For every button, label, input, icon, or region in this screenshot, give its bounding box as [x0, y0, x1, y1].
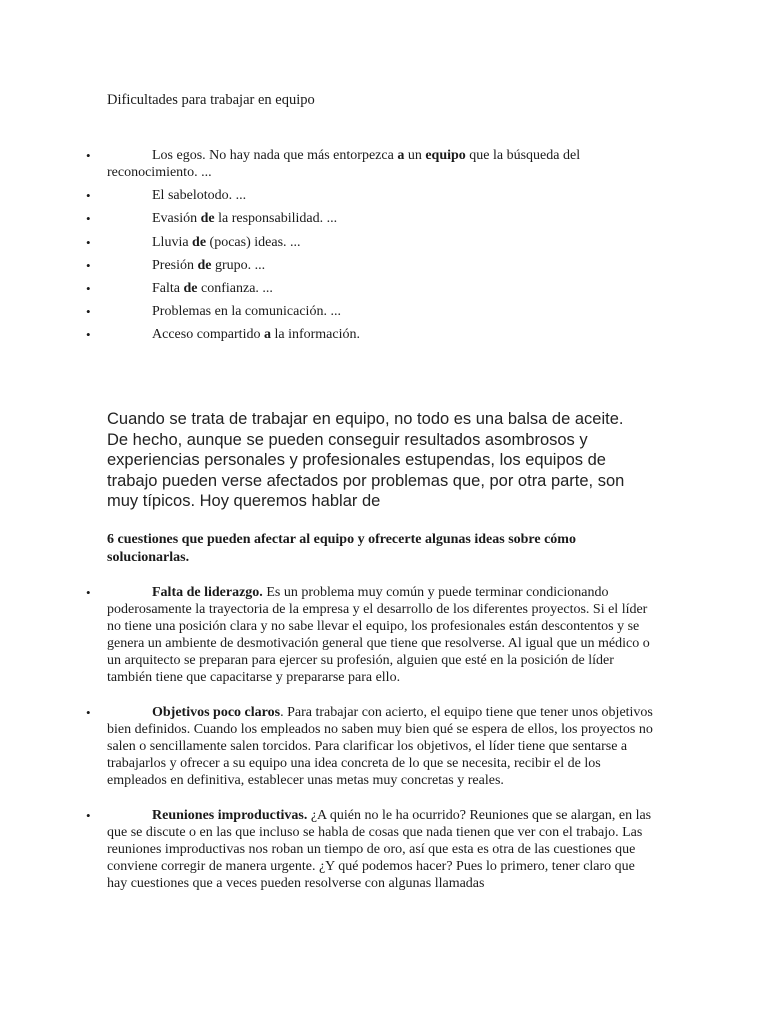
list-item-text: El sabelotodo. ...	[152, 188, 247, 204]
difficulties-list	[0, 147, 768, 350]
issue-text: Es un problema muy común y puede terminar condicionando poderosamente la trayectoria de la empresa y el desarrollo de los diferentes proyectos. Si el líder no tiene una posición clara y no sabe llevar el equipo, los profesionales están descontentos y se genera un ambiente de desmotivación general que tiene que resolverse. Al igual que un médico o un arquitecto se preparan para ejercer su profesión, alguien que esté en la posición de líder también tiene que capacitarse y prepararse para ello.	[107, 585, 650, 685]
list-item-text: la responsabilidad. ...	[214, 211, 338, 227]
issue-text: ¿A quién no le ha ocurrido? Reuniones que se alargan, en las que se discute o en las que incluso se habla de cosas que nada tienen que ver con el trabajo. Las reuniones improductivas nos roban un tiempo de oro, así que esta es otra de las cuestiones que conviene corregir de manera urgente. ¿Y qué podemos hacer? Pues lo primero, tener claro que hay cuestiones que a veces pueden resolverse con algunas llamadas	[107, 808, 652, 891]
list-item-text: Acceso compartido	[152, 327, 264, 343]
list-item-text: un	[404, 148, 426, 163]
list-item	[86, 303, 627, 320]
issue-heading: Reuniones improductivas.	[152, 808, 308, 823]
list-item-text: de	[197, 257, 212, 273]
bullet-icon: •	[86, 211, 91, 227]
list-item-text: Presión	[152, 257, 198, 273]
issue-item	[86, 584, 657, 686]
section-subheading: 6 cuestiones que pueden afectar al equipo y ofrecerte algunas ideas sobre cómo solucionarlas.	[107, 532, 576, 565]
list-item	[86, 280, 627, 297]
list-item-text: a	[263, 327, 271, 343]
list-item	[86, 210, 627, 227]
list-item-text: que la búsqueda del reconocimiento. ...	[107, 148, 581, 180]
list-item	[86, 187, 627, 204]
list-item-text: la información.	[270, 327, 360, 343]
list-item	[86, 326, 627, 343]
issue-text: . Para trabajar con acierto, el equipo tiene que tener unos objetivos bien definidos. Cuando los empleados no saben muy bien qué se espera de ellos, los proyectos no salen o sencillamente salen torcidos. Para clarificar los objetivos, el líder tiene que sentarse a trabajarlos y ofrecer a su equipo una idea concreta de lo que se necesita, recibir el de los empleados en definitiva, establecer unas metas muy concretas y reales.	[107, 705, 653, 788]
bullet-icon: •	[86, 808, 91, 823]
bullet-icon: •	[86, 148, 91, 163]
bullet-icon: •	[86, 234, 91, 250]
list-item-text: de	[200, 211, 215, 227]
issues-list	[0, 584, 768, 910]
list-item-text: grupo. ...	[211, 257, 266, 273]
bullet-icon: •	[86, 257, 91, 273]
bullet-icon: •	[86, 585, 91, 600]
list-item-text: Lluvia	[152, 234, 193, 250]
list-item-text: Problemas en la comunicación. ...	[152, 304, 341, 320]
list-item-text: (pocas) ideas. ...	[206, 234, 301, 250]
bullet-icon: •	[86, 280, 91, 296]
intro-paragraph: Cuando se trata de trabajar en equipo, no todo es una balsa de aceite. De hecho, aunque se pueden conseguir resultados asombrosos y experiencias personales y profesionales estupendas, los equipos de trabajo pueden verse afectados por problemas que, por otra parte, son muy típicos. Hoy queremos hablar de	[107, 410, 625, 510]
bullet-icon: •	[86, 188, 91, 204]
bullet-icon: •	[86, 705, 91, 720]
list-item-text: Falta	[152, 280, 184, 296]
list-item	[86, 257, 627, 274]
document-title: Dificultades para trabajar en equipo	[107, 92, 315, 108]
list-item-text: confianza. ...	[197, 280, 273, 296]
list-item-text: de	[183, 280, 198, 296]
list-item	[86, 234, 627, 251]
list-item-text: a	[397, 148, 405, 163]
bullet-icon: •	[86, 304, 91, 320]
issue-item	[86, 807, 657, 892]
bullet-icon: •	[86, 327, 91, 343]
list-item-text: Los egos. No hay nada que más entorpezca	[152, 148, 398, 163]
list-item-text: de	[192, 234, 207, 250]
list-item	[86, 147, 627, 181]
list-item-text: equipo	[425, 148, 466, 163]
issue-heading: Falta de liderazgo.	[152, 585, 263, 600]
issue-item	[86, 704, 657, 789]
list-item-text: Evasión	[152, 211, 201, 227]
issue-heading: Objetivos poco claros	[152, 705, 281, 720]
